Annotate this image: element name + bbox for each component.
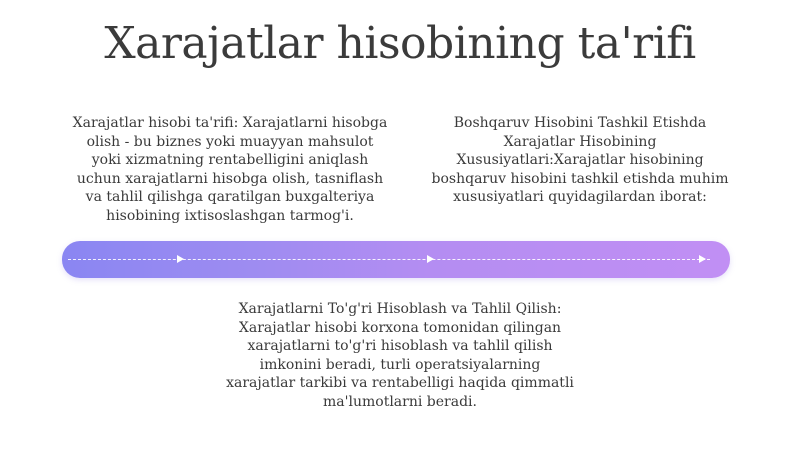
arrow-right-icon: [177, 255, 184, 263]
page-title: Xarajatlar hisobining ta'rifi: [104, 18, 696, 69]
analysis-text: Xarajatlarni To'g'ri Hisoblash va Tahlil Qilish: Xarajatlar hisobi korxona tomonidan qilingan xarajatlarni to'g'ri hisoblash va tahlil qilish imkonini beradi, turli operatsiyalarning xarajatlar tarkibi va rentabelligi haqida qimmatli ma'lumotlarni beradi.: [226, 301, 574, 410]
arrow-right-icon: [427, 255, 434, 263]
timeline-bar: [62, 241, 730, 278]
timeline-track: [68, 259, 710, 260]
arrow-right-icon: [699, 255, 706, 263]
definition-text: Xarajatlar hisobi ta'rifi: Xarajatlarni hisobga olish - bu biznes yoki muayyan mahsulot yoki xizmatning rentabelligini aniqlash uchun xarajatlarni hisobga olish, tasniflash va tahlil qilishga qaratilgan buxgalteriya hisobining ixtisoslashgan tarmog'i.: [72, 115, 388, 224]
features-text: Boshqaruv Hisobini Tashkil Etishda Xarajatlar Hisobining Xususiyatlari:Xarajatlar hisobining boshqaruv hisobini tashkil etishda muhim xususiyatlari quyidagilardan iborat:: [431, 115, 729, 205]
